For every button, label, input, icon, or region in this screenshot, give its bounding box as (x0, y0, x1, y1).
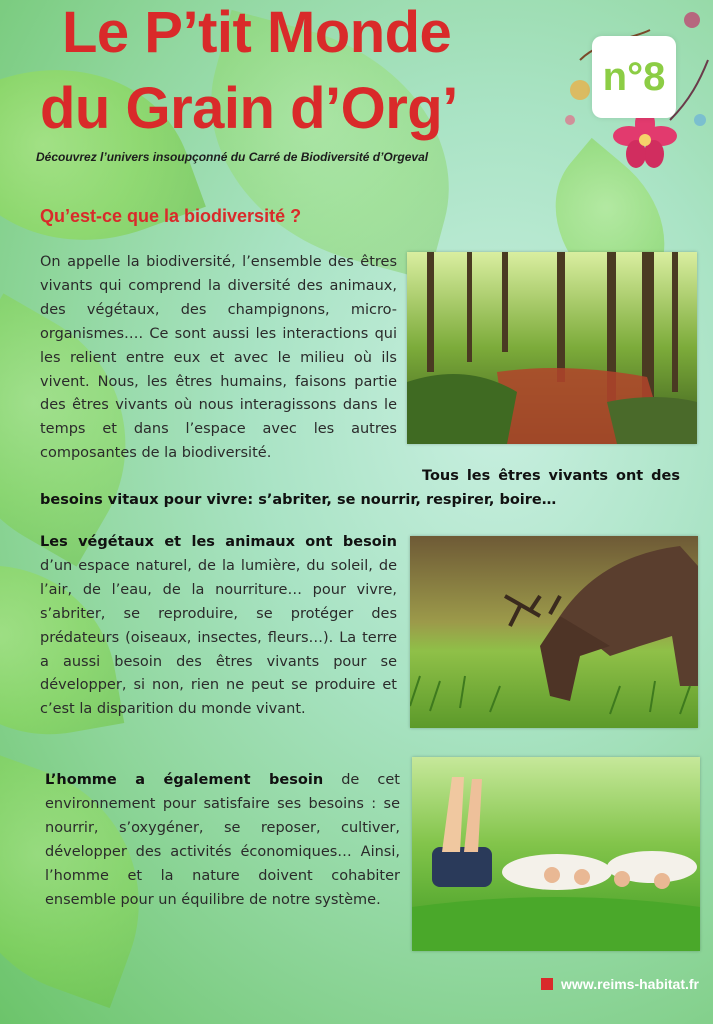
paragraph-plants-animals (40, 531, 397, 722)
title-line1: Le P’tit Monde (62, 0, 452, 65)
paragraph-bold: L’homme a également besoin (45, 772, 324, 788)
red-square-icon (541, 978, 553, 990)
paragraph-biodiversity (40, 251, 397, 466)
title-line2: du Grain d’Org’ (40, 76, 458, 141)
issue-number-badge: n°8 (592, 36, 676, 118)
paragraph-human (45, 769, 400, 912)
deer-photo (410, 536, 698, 728)
paragraph-text: d’un espace naturel, de la lumière, du soleil, de l’air, de l’eau, de la nourriture… pour vivre, s’abriter, se reproduire, se protéger des prédateurs (oiseaux, insectes, fleurs…). La terre a aussi besoin des êtres vivants pour se développer, si non, rien ne peut se produire et c’est la disparition du monde vivant. (40, 557, 397, 718)
paragraph-text: de cet environnement pour satisfaire ses besoins : se nourrir, s’oxygéner, se reposer, cultiver, développer des activités économiques… Ainsi, l’homme et la nature doivent cohabiter ensemble pour un équilibre de notre système. (45, 772, 400, 908)
paragraph-text: On appelle la biodiversité, l’ensemble des êtres vivants qui comprend la diversité des animaux, des végétaux, des champignons, micro-organismes…. Ce sont aussi les interactions qui les relient entre eux et avec le milieu où ils vivent. Nous, les êtres humains, faisons partie des êtres vivants où nous interagissons dans le temps et dans l’espace avec les autres composantes de la biodiversité. (40, 254, 397, 462)
section-title: Qu’est-ce que la biodiversité ? (40, 206, 302, 226)
subtitle: Découvrez l’univers insoupçonné du Carré de Biodiversité d’Orgeval (36, 150, 429, 164)
children-on-grass-photo (412, 757, 700, 951)
paragraph-needs (40, 465, 680, 513)
forest-photo (407, 252, 697, 444)
footer (541, 976, 699, 992)
paragraph-bold: Tous les êtres vivants ont des besoins vitaux pour vivre: s’abriter, se nourrir, respirer, boire… (40, 468, 680, 508)
paragraph-bold: Les végétaux et les animaux ont besoin (40, 534, 397, 550)
website-link[interactable]: www.reims-habitat.fr (561, 976, 699, 992)
